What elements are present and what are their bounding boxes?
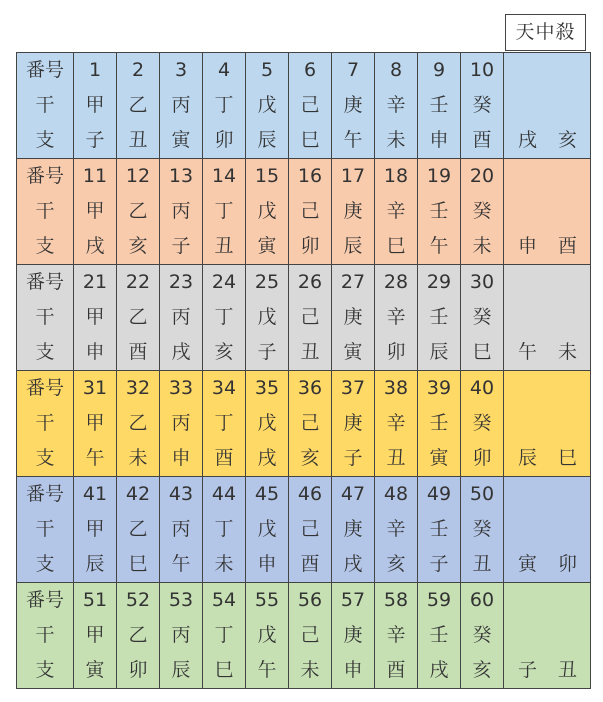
cycle-number-cell: 9: [418, 53, 461, 89]
tenchusatsu-branch: 戌: [518, 129, 538, 151]
cycle-number-cell: 19: [418, 159, 461, 195]
stem-cell: 丙: [160, 406, 203, 441]
branch-cell: 申: [160, 441, 203, 477]
tenchusatsu-cell: [504, 653, 591, 689]
number-label: 番号: [17, 265, 74, 301]
stem-cell: 丙: [160, 88, 203, 123]
stem-cell: 庚: [332, 512, 375, 547]
stem-cell: 癸: [461, 512, 504, 547]
tenchusatsu-cell: [504, 583, 591, 619]
branch-label: 支: [17, 229, 74, 265]
stem-cell: 辛: [375, 406, 418, 441]
branch-row: [17, 123, 591, 159]
branch-cell: 卯: [461, 441, 504, 477]
stem-cell: 丁: [203, 300, 246, 335]
stem-cell: 丙: [160, 300, 203, 335]
cycle-number-cell: 26: [289, 265, 332, 301]
cycle-number-cell: 22: [117, 265, 160, 301]
tenchusatsu-cell: [504, 441, 591, 477]
tenchusatsu-cell: [504, 547, 591, 583]
branch-cell: 申: [74, 335, 117, 371]
cycle-number-cell: 20: [461, 159, 504, 195]
cycle-number-cell: 3: [160, 53, 203, 89]
stem-cell: 乙: [117, 300, 160, 335]
stem-label: 干: [17, 88, 74, 123]
cycle-number-cell: 1: [74, 53, 117, 89]
sexagenary-cycle-table: [16, 52, 591, 689]
branch-cell: 卯: [375, 335, 418, 371]
branch-cell: 亥: [117, 229, 160, 265]
number-row: [17, 371, 591, 407]
tenchusatsu-cell: [504, 229, 591, 265]
number-label: 番号: [17, 371, 74, 407]
stem-cell: 己: [289, 194, 332, 229]
cycle-number-cell: 34: [203, 371, 246, 407]
stem-cell: 丁: [203, 194, 246, 229]
cycle-number-cell: 27: [332, 265, 375, 301]
stem-cell: 庚: [332, 618, 375, 653]
tenchusatsu-cell: [504, 335, 591, 371]
cycle-number-cell: 60: [461, 583, 504, 619]
branch-cell: 酉: [117, 335, 160, 371]
branch-cell: 午: [332, 123, 375, 159]
stem-cell: 甲: [74, 618, 117, 653]
branch-cell: 未: [203, 547, 246, 583]
stem-cell: 庚: [332, 194, 375, 229]
cycle-number-cell: 12: [117, 159, 160, 195]
branch-cell: 未: [461, 229, 504, 265]
stem-cell: 甲: [74, 88, 117, 123]
stem-cell: 丁: [203, 406, 246, 441]
branch-cell: 申: [246, 547, 289, 583]
branch-row: [17, 441, 591, 477]
cycle-number-cell: 32: [117, 371, 160, 407]
cycle-number-cell: 41: [74, 477, 117, 513]
branch-cell: 亥: [289, 441, 332, 477]
branch-cell: 丑: [461, 547, 504, 583]
cycle-number-cell: 31: [74, 371, 117, 407]
branch-label: 支: [17, 441, 74, 477]
branch-cell: 亥: [375, 547, 418, 583]
stem-cell: 壬: [418, 300, 461, 335]
stem-cell: 己: [289, 406, 332, 441]
branch-cell: 巳: [117, 547, 160, 583]
stem-cell: 己: [289, 512, 332, 547]
stem-cell: 戊: [246, 512, 289, 547]
cycle-number-cell: 37: [332, 371, 375, 407]
branch-label: 支: [17, 653, 74, 689]
tenchusatsu-cell: [504, 194, 591, 229]
stem-cell: 戊: [246, 618, 289, 653]
cycle-number-cell: 5: [246, 53, 289, 89]
cycle-number-cell: 44: [203, 477, 246, 513]
cycle-number-cell: 28: [375, 265, 418, 301]
cycle-number-cell: 53: [160, 583, 203, 619]
cycle-number-cell: 2: [117, 53, 160, 89]
number-row: [17, 477, 591, 513]
stem-cell: 壬: [418, 194, 461, 229]
tenchusatsu-cell: [504, 406, 591, 441]
branch-cell: 寅: [246, 229, 289, 265]
stem-cell: 己: [289, 300, 332, 335]
cycle-number-cell: 55: [246, 583, 289, 619]
cycle-number-cell: 56: [289, 583, 332, 619]
branch-cell: 丑: [203, 229, 246, 265]
tenchusatsu-cell: [504, 618, 591, 653]
branch-cell: 申: [332, 653, 375, 689]
tenchusatsu-branch: 午: [518, 341, 538, 363]
branch-cell: 亥: [203, 335, 246, 371]
stem-cell: 乙: [117, 194, 160, 229]
tenchusatsu-branch: 未: [558, 341, 578, 363]
branch-cell: 寅: [160, 123, 203, 159]
branch-cell: 子: [160, 229, 203, 265]
number-row: [17, 53, 591, 89]
branch-cell: 午: [246, 653, 289, 689]
branch-cell: 丑: [289, 335, 332, 371]
branch-cell: 申: [418, 123, 461, 159]
branch-cell: 辰: [418, 335, 461, 371]
stem-cell: 乙: [117, 618, 160, 653]
cycle-number-cell: 40: [461, 371, 504, 407]
stem-row: [17, 512, 591, 547]
stem-cell: 癸: [461, 300, 504, 335]
tenchusatsu-cell: [504, 512, 591, 547]
cycle-number-cell: 16: [289, 159, 332, 195]
tenchusatsu-cell: [504, 53, 591, 89]
stem-cell: 甲: [74, 512, 117, 547]
branch-cell: 丑: [117, 123, 160, 159]
stem-row: [17, 406, 591, 441]
stem-cell: 丙: [160, 512, 203, 547]
branch-cell: 戌: [160, 335, 203, 371]
branch-cell: 戌: [74, 229, 117, 265]
stem-cell: 壬: [418, 406, 461, 441]
number-label: 番号: [17, 477, 74, 513]
cycle-number-cell: 38: [375, 371, 418, 407]
branch-cell: 卯: [117, 653, 160, 689]
branch-cell: 午: [160, 547, 203, 583]
tenchusatsu-branch: 酉: [558, 235, 578, 257]
cycle-number-cell: 35: [246, 371, 289, 407]
branch-label: 支: [17, 547, 74, 583]
stem-label: 干: [17, 406, 74, 441]
branch-cell: 酉: [375, 653, 418, 689]
cycle-number-cell: 10: [461, 53, 504, 89]
stem-cell: 丙: [160, 618, 203, 653]
cycle-number-cell: 58: [375, 583, 418, 619]
stem-row: [17, 618, 591, 653]
branch-label: 支: [17, 335, 74, 371]
branch-cell: 戌: [418, 653, 461, 689]
stem-cell: 庚: [332, 406, 375, 441]
stem-cell: 甲: [74, 300, 117, 335]
stem-cell: 乙: [117, 88, 160, 123]
stem-cell: 壬: [418, 88, 461, 123]
cycle-number-cell: 4: [203, 53, 246, 89]
branch-row: [17, 653, 591, 689]
cycle-number-cell: 7: [332, 53, 375, 89]
branch-cell: 酉: [203, 441, 246, 477]
stem-label: 干: [17, 618, 74, 653]
tenchusatsu-cell: [504, 159, 591, 195]
stem-label: 干: [17, 512, 74, 547]
cycle-number-cell: 49: [418, 477, 461, 513]
cycle-number-cell: 42: [117, 477, 160, 513]
cycle-number-cell: 24: [203, 265, 246, 301]
branch-cell: 子: [74, 123, 117, 159]
branch-row: [17, 229, 591, 265]
stem-cell: 庚: [332, 300, 375, 335]
cycle-number-cell: 15: [246, 159, 289, 195]
stem-cell: 戊: [246, 88, 289, 123]
cycle-number-cell: 29: [418, 265, 461, 301]
cycle-number-cell: 14: [203, 159, 246, 195]
stem-cell: 癸: [461, 618, 504, 653]
tenchusatsu-header: 天中殺: [505, 14, 586, 51]
branch-cell: 戌: [246, 441, 289, 477]
stem-cell: 戊: [246, 194, 289, 229]
cycle-number-cell: 8: [375, 53, 418, 89]
number-label: 番号: [17, 53, 74, 89]
cycle-number-cell: 33: [160, 371, 203, 407]
cycle-number-cell: 48: [375, 477, 418, 513]
tenchusatsu-branch: 寅: [518, 553, 538, 575]
number-label: 番号: [17, 159, 74, 195]
branch-cell: 未: [117, 441, 160, 477]
stem-row: [17, 300, 591, 335]
branch-label: 支: [17, 123, 74, 159]
cycle-number-cell: 36: [289, 371, 332, 407]
tenchusatsu-branch: 卯: [558, 553, 578, 575]
stem-cell: 壬: [418, 512, 461, 547]
branch-cell: 午: [74, 441, 117, 477]
branch-cell: 寅: [418, 441, 461, 477]
branch-cell: 卯: [289, 229, 332, 265]
number-label: 番号: [17, 583, 74, 619]
branch-cell: 亥: [461, 653, 504, 689]
stem-cell: 甲: [74, 194, 117, 229]
branch-cell: 戌: [332, 547, 375, 583]
branch-cell: 子: [246, 335, 289, 371]
tenchusatsu-branch: 亥: [558, 129, 578, 151]
stem-cell: 辛: [375, 512, 418, 547]
branch-cell: 子: [332, 441, 375, 477]
tenchusatsu-branch: 辰: [518, 447, 538, 469]
cycle-number-cell: 21: [74, 265, 117, 301]
branch-cell: 子: [418, 547, 461, 583]
cycle-number-cell: 6: [289, 53, 332, 89]
cycle-number-cell: 23: [160, 265, 203, 301]
tenchusatsu-cell: [504, 300, 591, 335]
tenchusatsu-cell: [504, 123, 591, 159]
cycle-number-cell: 25: [246, 265, 289, 301]
branch-cell: 酉: [289, 547, 332, 583]
branch-row: [17, 547, 591, 583]
tenchusatsu-branch: 申: [518, 235, 538, 257]
branch-cell: 辰: [74, 547, 117, 583]
cycle-number-cell: 30: [461, 265, 504, 301]
cycle-number-cell: 45: [246, 477, 289, 513]
cycle-number-cell: 59: [418, 583, 461, 619]
cycle-number-cell: 11: [74, 159, 117, 195]
stem-cell: 辛: [375, 618, 418, 653]
stem-cell: 辛: [375, 88, 418, 123]
stem-cell: 丁: [203, 512, 246, 547]
cycle-number-cell: 57: [332, 583, 375, 619]
branch-cell: 寅: [74, 653, 117, 689]
stem-cell: 戊: [246, 406, 289, 441]
branch-cell: 辰: [246, 123, 289, 159]
stem-cell: 辛: [375, 300, 418, 335]
branch-cell: 午: [418, 229, 461, 265]
tenchusatsu-cell: [504, 265, 591, 301]
branch-row: [17, 335, 591, 371]
stem-cell: 癸: [461, 406, 504, 441]
stem-cell: 乙: [117, 406, 160, 441]
cycle-number-cell: 52: [117, 583, 160, 619]
branch-cell: 辰: [160, 653, 203, 689]
cycle-number-cell: 17: [332, 159, 375, 195]
stem-cell: 壬: [418, 618, 461, 653]
branch-cell: 未: [289, 653, 332, 689]
branch-cell: 巳: [461, 335, 504, 371]
stem-cell: 丁: [203, 88, 246, 123]
stem-row: [17, 88, 591, 123]
cycle-number-cell: 50: [461, 477, 504, 513]
stem-cell: 辛: [375, 194, 418, 229]
tenchusatsu-branch: 巳: [558, 447, 578, 469]
cycle-number-cell: 43: [160, 477, 203, 513]
stem-cell: 癸: [461, 194, 504, 229]
branch-cell: 巳: [203, 653, 246, 689]
branch-cell: 丑: [375, 441, 418, 477]
stem-cell: 乙: [117, 512, 160, 547]
cycle-number-cell: 39: [418, 371, 461, 407]
tenchusatsu-cell: [504, 88, 591, 123]
cycle-number-cell: 47: [332, 477, 375, 513]
stem-row: [17, 194, 591, 229]
branch-cell: 巳: [289, 123, 332, 159]
branch-cell: 辰: [332, 229, 375, 265]
stem-cell: 丙: [160, 194, 203, 229]
number-row: [17, 583, 591, 619]
branch-cell: 卯: [203, 123, 246, 159]
cycle-number-cell: 18: [375, 159, 418, 195]
cycle-number-cell: 13: [160, 159, 203, 195]
stem-cell: 甲: [74, 406, 117, 441]
cycle-number-cell: 51: [74, 583, 117, 619]
cycle-number-cell: 46: [289, 477, 332, 513]
stem-cell: 己: [289, 618, 332, 653]
number-row: [17, 159, 591, 195]
tenchusatsu-cell: [504, 477, 591, 513]
stem-label: 干: [17, 300, 74, 335]
tenchusatsu-branch: 丑: [558, 659, 578, 681]
cycle-number-cell: 54: [203, 583, 246, 619]
branch-cell: 酉: [461, 123, 504, 159]
stem-cell: 己: [289, 88, 332, 123]
stem-cell: 庚: [332, 88, 375, 123]
stem-cell: 丁: [203, 618, 246, 653]
branch-cell: 寅: [332, 335, 375, 371]
number-row: [17, 265, 591, 301]
stem-label: 干: [17, 194, 74, 229]
stem-cell: 癸: [461, 88, 504, 123]
tenchusatsu-cell: [504, 371, 591, 407]
stem-cell: 戊: [246, 300, 289, 335]
branch-cell: 未: [375, 123, 418, 159]
branch-cell: 巳: [375, 229, 418, 265]
tenchusatsu-branch: 子: [518, 659, 538, 681]
